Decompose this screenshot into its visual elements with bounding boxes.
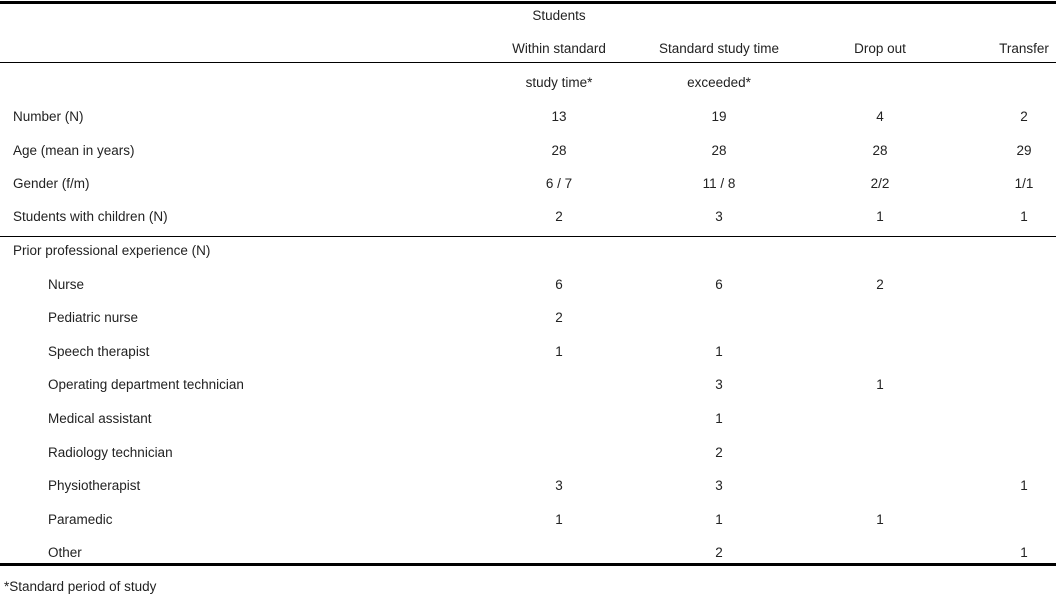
table-cell: 2 bbox=[715, 545, 723, 560]
header-rule bbox=[0, 62, 1056, 63]
row-label: Gender (f/m) bbox=[13, 176, 90, 191]
table-cell: 6 bbox=[555, 277, 563, 292]
row-label: Nurse bbox=[48, 277, 85, 292]
col-header-time-exceeded: Standard study time bbox=[658, 41, 780, 56]
row-label: Age (mean in years) bbox=[13, 143, 135, 158]
table-cell: 1 bbox=[876, 512, 884, 527]
table-cell: 4 bbox=[876, 109, 884, 124]
col-header-within-standard-line2: study time* bbox=[525, 75, 593, 90]
col-header-transfer: Transfer bbox=[999, 41, 1049, 56]
table-cell: 1 bbox=[876, 377, 884, 392]
row-label: Paramedic bbox=[48, 512, 113, 527]
row-label: Speech therapist bbox=[48, 344, 150, 359]
table-cell: 1 bbox=[1020, 478, 1028, 493]
table-cell: 11 / 8 bbox=[702, 176, 736, 191]
table-cell: 2 bbox=[555, 209, 563, 224]
table-cell: 2 bbox=[1020, 109, 1028, 124]
table-cell: 3 bbox=[555, 478, 563, 493]
table-cell: 1 bbox=[1020, 545, 1028, 560]
table-cell: 3 bbox=[715, 377, 723, 392]
table-bottom-rule bbox=[0, 563, 1056, 566]
row-label: Radiology technician bbox=[48, 445, 173, 460]
table-cell: 19 bbox=[711, 109, 727, 124]
table-cell: 2 bbox=[715, 445, 723, 460]
row-label: Physiotherapist bbox=[48, 478, 141, 493]
table-cell: 3 bbox=[715, 478, 723, 493]
table-cell: 2/2 bbox=[870, 176, 890, 191]
row-label: Pediatric nurse bbox=[48, 310, 139, 325]
table-cell: 1 bbox=[715, 512, 723, 527]
row-label: Students with children (N) bbox=[13, 209, 168, 224]
table-cell: 1 bbox=[876, 209, 884, 224]
section-heading: Prior professional experience (N) bbox=[13, 243, 211, 258]
table-cell: 28 bbox=[551, 143, 567, 158]
table-cell: 2 bbox=[555, 310, 563, 325]
table-cell: 28 bbox=[872, 143, 888, 158]
table-cell: 1 bbox=[1020, 209, 1028, 224]
table-cell: 6 / 7 bbox=[545, 176, 573, 191]
table-cell: 6 bbox=[715, 277, 723, 292]
table-cell: 1 bbox=[555, 512, 563, 527]
table-cell: 29 bbox=[1016, 143, 1032, 158]
row-label: Other bbox=[48, 545, 82, 560]
table-cell: 28 bbox=[711, 143, 727, 158]
table-cell: 1 bbox=[715, 344, 723, 359]
row-label: Operating department technician bbox=[48, 377, 244, 392]
table-cell: 13 bbox=[551, 109, 567, 124]
table-cell: 1 bbox=[555, 344, 563, 359]
table-cell: 1 bbox=[715, 411, 723, 426]
row-label: Number (N) bbox=[13, 109, 84, 124]
group-header-students: Students bbox=[532, 8, 586, 23]
table-footnote: *Standard period of study bbox=[4, 579, 157, 594]
table-cell: 3 bbox=[715, 209, 723, 224]
row-label: Medical assistant bbox=[48, 411, 152, 426]
table-cell: 1/1 bbox=[1014, 176, 1034, 191]
table-cell: 2 bbox=[876, 277, 884, 292]
col-header-within-standard: Within standard bbox=[512, 41, 606, 56]
col-header-drop-out: Drop out bbox=[854, 41, 906, 56]
section-rule bbox=[0, 236, 1056, 237]
table-top-rule bbox=[0, 1, 1056, 4]
col-header-time-exceeded-line2: exceeded* bbox=[687, 75, 751, 90]
